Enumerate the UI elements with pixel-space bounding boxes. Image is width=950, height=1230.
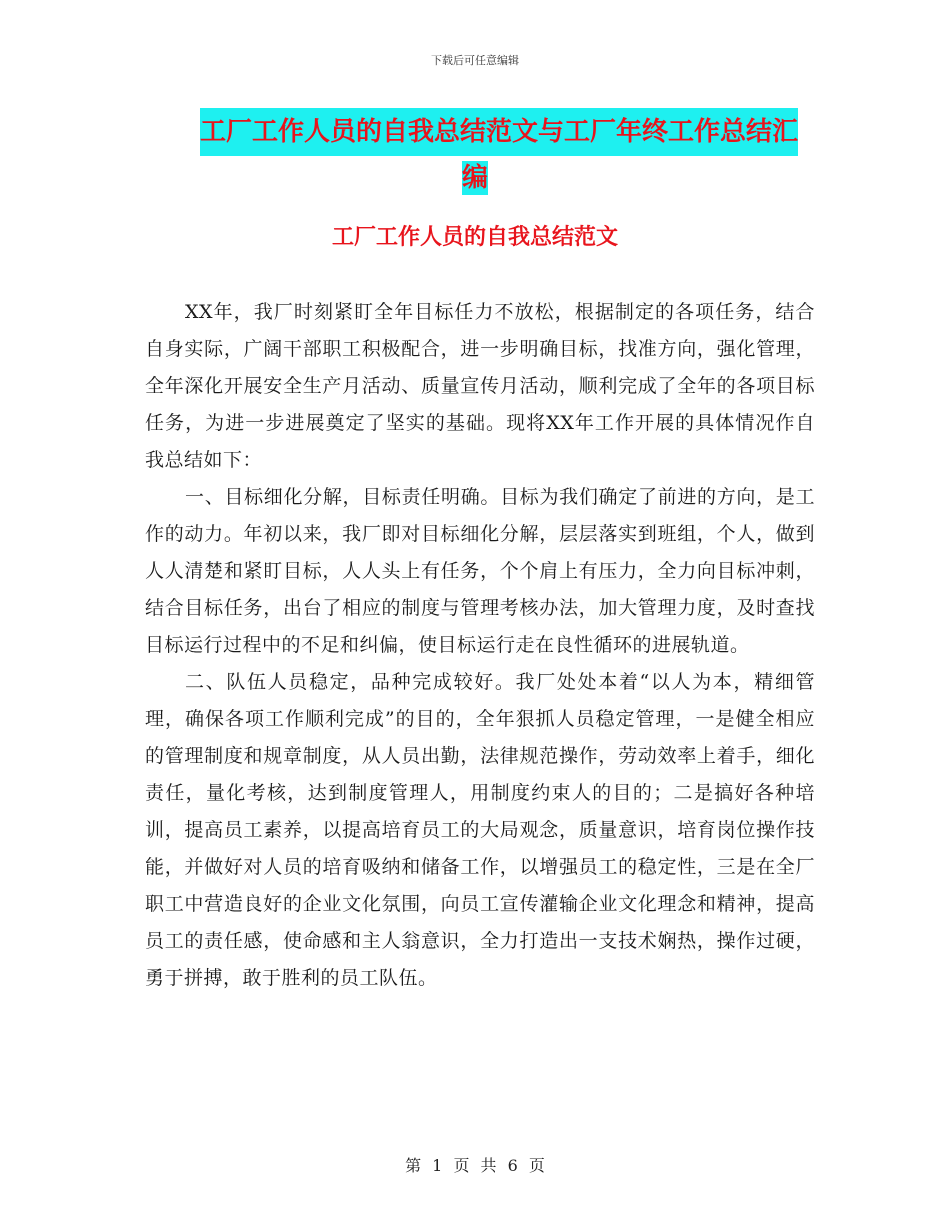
paragraph-targets: 一、目标细化分解，目标责任明确。目标为我们确定了前进的方向，是工作的动力。年初以来，我厂即对目标细化分解，层层落实到班组，个人，做到人人清楚和紧盯目标，人人头上有任务，个个肩上有压力，全力向目标冲刺，结合目标任务，出台了相应的制度与管理考核办法，加大管理力度，及时查找目标运行过程中的不足和纠偏，使目标运行走在良性循环的进展轨道。 xyxy=(145,486,815,656)
document-title xyxy=(0,108,950,200)
page-header: 下载后可任意编辑 xyxy=(431,54,519,67)
page-number-footer: 第 1 页 共 6 页 xyxy=(405,1156,545,1175)
section-title: 工厂工作人员的自我总结范文 xyxy=(331,225,618,250)
document-title-line-1: 工厂工作人员的自我总结范文与工厂年终工作总结汇 xyxy=(200,108,798,156)
document-body xyxy=(145,294,815,997)
document-title-line-2: 编 xyxy=(461,163,488,193)
paragraph-intro: XX年，我厂时刻紧盯全年目标任力不放松，根据制定的各项任务，结合自身实际，广阔干部职工积极配合，进一步明确目标，找准方向，强化管理，全年深化开展安全生产月活动、质量宣传月活动，顺利完成了全年的各项目标任务，为进一步进展奠定了坚实的基础。现将XX年工作开展的具体情况作自我总结如下： xyxy=(145,301,815,471)
paragraph-staff: 二、队伍人员稳定，品种完成较好。我厂处处本着“以人为本，精细管理，确保各项工作顺利完成”的目的，全年狠抓人员稳定管理，一是健全相应的管理制度和规章制度，从人员出勤，法律规范操作，劳动效率上着手，细化责任，量化考核，达到制度管理人，用制度约束人的目的；二是搞好各种培训，提高员工素养，以提高培育员工的大局观念，质量意识，培育岗位操作技能，并做好对人员的培育吸纳和储备工作，以增强员工的稳定性，三是在全厂职工中营造良好的企业文化氛围，向员工宣传灌输企业文化理念和精神，提高员工的责任感，使命感和主人翁意识，全力打造出一支技术娴热，操作过硬，勇于拼搏，敢于胜利的员工队伍。 xyxy=(145,671,815,989)
